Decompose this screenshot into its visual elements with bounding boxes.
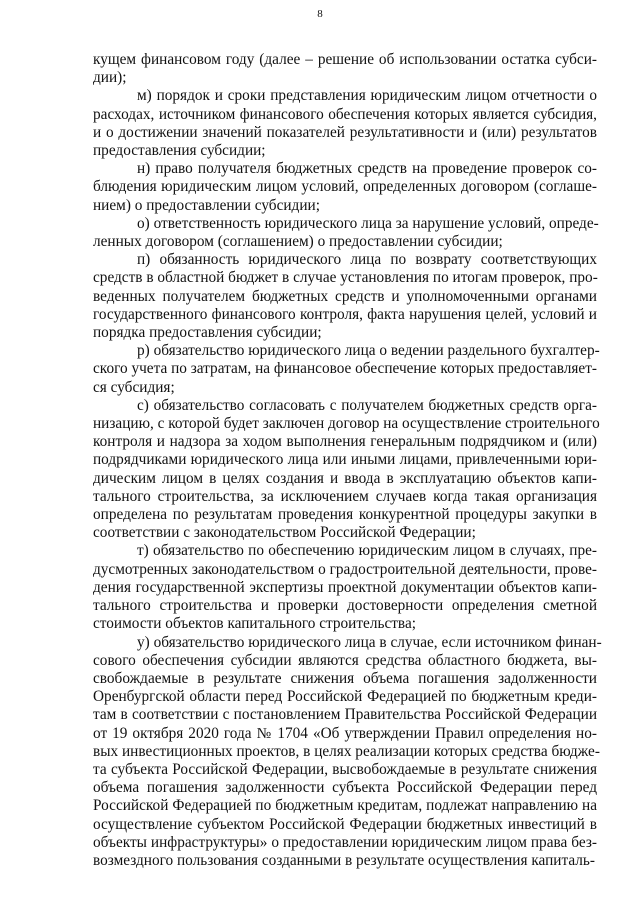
text-line: Российской Федерацией по бюджетным кредитам, подлежат направлению на	[93, 797, 597, 815]
text-line: определена по результатам проведения конкурентной процедуры закупки в	[93, 506, 597, 524]
text-line: та субъекта Российской Федерации, высвобождаемые в результате снижения	[93, 760, 597, 778]
paragraph	[93, 542, 597, 633]
text-line: кущем финансовом году (далее – решение об использовании остатка субси-	[93, 51, 597, 68]
text-line: вых инвестиционных проектов, в целях реализации которых средства бюдже-	[93, 742, 600, 760]
text-line: дическим лицом в целях создания и ввода в эксплуатацию объектов капи-	[93, 469, 597, 487]
text-line: дения государственной экспертизы проектной документации объектов капи-	[93, 578, 597, 596]
paragraph	[93, 160, 597, 215]
text-line: соответствии с законодательством Российской Федерации;	[93, 524, 476, 542]
text-line: о) ответственность юридического лица за нарушение условий, опреде-	[137, 214, 599, 232]
text-line: дусмотренных законодательством о градостроительной деятельности, прове-	[93, 560, 597, 578]
text-line: у) обязательство юридического лица в случае, если источником финан-	[137, 633, 602, 651]
paragraph	[93, 396, 600, 543]
text-line: дии);	[93, 69, 127, 87]
text-line: подрядчиками юридического лица или иными лицами, привлеченными юри-	[93, 451, 597, 469]
text-line: с) обязательство согласовать с получателем бюджетных средств орга-	[137, 396, 597, 414]
text-line: м) порядок и сроки представления юридическим лицом отчетности о	[137, 87, 597, 105]
text-line: Оренбургской области перед Российской Федерацией по бюджетным креди-	[93, 688, 597, 706]
text-line: расходах, источником финансового обеспечения которых является субсидия,	[93, 105, 597, 123]
text-line: тального строительства и проверки достоверности определения сметной	[93, 597, 597, 615]
text-line: тального строительства, за исключением случаев когда такая организация	[93, 487, 597, 505]
text-line: ленных договором (соглашением) о предоставлении субсидии;	[93, 233, 503, 251]
text-line: возмездного пользования созданными в результате осуществления капиталь-	[93, 851, 595, 869]
text-line: ского учета по затратам, на финансовое обеспечение которых предоставляет-	[93, 360, 597, 378]
text-line: н) право получателя бюджетных средств на проведение проверок со-	[137, 160, 597, 178]
text-line: средств в областной бюджет в случае установления по итогам проверок, про-	[93, 269, 598, 287]
page-number: 8	[317, 8, 323, 20]
text-line: свобождаемые в результате снижения объема погашения задолженности	[93, 669, 597, 687]
paragraph	[93, 215, 597, 251]
text-line: там в соответствии с постановлением Правительства Российской Федерации	[93, 706, 597, 724]
text-line: сового обеспечения субсидии являются средства областного бюджета, вы-	[93, 651, 597, 669]
text-line: стоимости объектов капитального строительства;	[93, 615, 416, 633]
text-line: государственного финансового контроля, факта нарушения целей, условий и	[93, 305, 597, 323]
paragraph	[93, 342, 600, 397]
text-line: п) обязанность юридического лица по возврату соответствующих	[137, 251, 597, 269]
text-line: веденных получателем бюджетных средств и уполномоченными органами	[93, 287, 597, 305]
document-body	[93, 51, 602, 870]
paragraph	[93, 87, 597, 160]
paragraph	[93, 633, 602, 871]
text-line: ся субсидия;	[93, 378, 175, 396]
text-line: объекты инфраструктуры» о предоставлении юридическим лицом права без-	[93, 833, 597, 851]
text-line: осуществление субъектом Российской Федерации бюджетных инвестиций в	[93, 815, 597, 833]
text-line: объема погашения задолженности субъекта Российской Федерации перед	[93, 779, 597, 797]
text-line: блюдения юридическим лицом условий, определенных договором (соглаше-	[93, 178, 597, 196]
paragraph	[93, 51, 597, 87]
text-line: т) обязательство по обеспечению юридическим лицом в случаях, пре-	[137, 542, 597, 560]
text-line: и о достижении значений показателей результативности и (или) результатов	[93, 123, 597, 141]
text-line: контроля и надзора за ходом выполнения генеральным подрядчиком и (или)	[93, 433, 597, 451]
text-line: нием) о предоставлении субсидии;	[93, 196, 320, 214]
text-line: предоставления субсидии;	[93, 142, 266, 160]
text-line: порядка предоставления субсидии;	[93, 324, 322, 342]
text-line: р) обязательство юридического лица о ведении раздельного бухгалтер-	[137, 342, 600, 360]
text-line: низацию, с которой будет заключен договор на осуществление строительного	[93, 415, 600, 433]
text-line: от 19 октября 2020 года № 1704 «Об утверждении Правил определения но-	[93, 724, 597, 742]
paragraph	[93, 251, 597, 342]
